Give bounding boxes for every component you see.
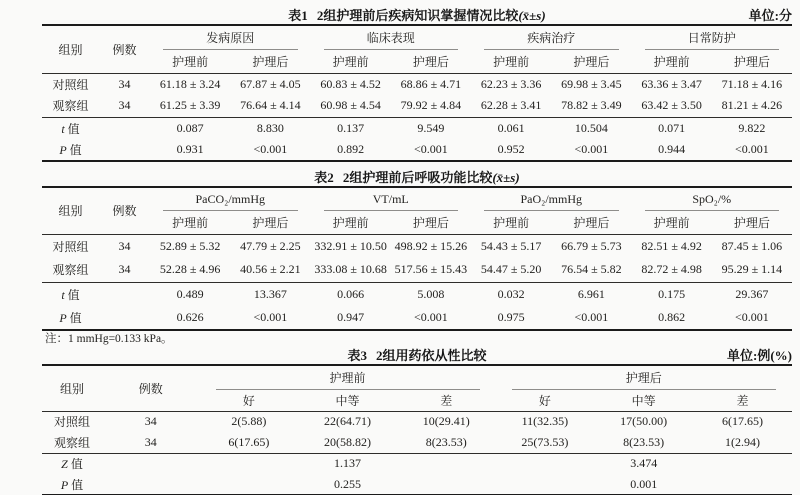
row-label: 对照组 xyxy=(52,77,89,92)
data-cell: 60.83 ± 4.52 xyxy=(320,76,381,91)
data-cell: 63.36 ± 3.47 xyxy=(641,76,702,91)
stat-label xyxy=(42,453,102,474)
data-cell: 87.45 ± 1.06 xyxy=(721,238,783,253)
row-label: 观察组 xyxy=(42,432,102,453)
data-cell: 52.28 ± 4.96 xyxy=(150,258,230,282)
stat-label-suffix: 值 xyxy=(67,121,80,136)
stat-symbol: P xyxy=(59,311,67,325)
stat-cell: 0.071 xyxy=(658,120,686,135)
stat-cell: 5.008 xyxy=(417,286,445,301)
stat-cell: 0.001 xyxy=(630,476,658,491)
sub-header-post: 护理后 xyxy=(712,50,792,73)
data-cell: 20(58.82) xyxy=(298,432,397,453)
stat-cell: 0.175 xyxy=(658,286,686,301)
data-cell: 8(23.53) xyxy=(594,432,693,453)
data-cell: 61.18 ± 3.24 xyxy=(159,76,221,91)
data-cell: 95.29 ± 1.14 xyxy=(712,258,792,282)
stat-label xyxy=(42,282,99,306)
group-header xyxy=(150,187,311,211)
sub-header-pre: 护理前 xyxy=(150,211,230,234)
stat-cell: 1.137 xyxy=(334,456,362,471)
table2 xyxy=(42,186,792,331)
row-label: 观察组 xyxy=(42,258,99,282)
stat-row xyxy=(42,306,792,330)
n-value: 34 xyxy=(99,258,150,282)
table1-title xyxy=(42,7,792,24)
table3-title-text: 2组用药依从性比较 xyxy=(376,348,487,363)
empty-cell xyxy=(99,117,150,139)
data-cell: 67.87 ± 4.05 xyxy=(240,76,301,91)
col-header-group: 组别 xyxy=(42,187,99,234)
data-cell: 17(50.00) xyxy=(620,414,668,429)
sub-header-pre: 护理前 xyxy=(471,50,551,73)
data-cell: 47.79 ± 2.25 xyxy=(240,238,301,253)
sub-header-post: 护理后 xyxy=(391,50,471,73)
table1-header-sub xyxy=(42,50,792,73)
group-header-label: PaO₂/mmHg xyxy=(484,189,619,211)
data-cell: 79.92 ± 4.84 xyxy=(391,95,471,117)
data-cell: 66.79 ± 5.73 xyxy=(561,238,622,253)
n-value: 34 xyxy=(118,238,131,253)
stat-cell: <0.001 xyxy=(734,310,769,324)
group-header xyxy=(632,187,793,211)
table1-title-text: 2组护理前后疾病知识掌握情况比较 xyxy=(316,8,519,23)
n-value: 34 xyxy=(144,414,157,429)
n-value: 34 xyxy=(99,95,150,117)
table3-title xyxy=(42,347,792,364)
sub-header-pre: 护理前 xyxy=(311,211,391,234)
stat-cell: <0.001 xyxy=(413,142,448,156)
sub-header-good: 好 xyxy=(200,390,299,411)
stat-cell: 0.892 xyxy=(337,142,365,156)
stat-cell: <0.001 xyxy=(574,310,609,324)
stat-cell: 0.255 xyxy=(334,476,362,491)
sub-header-post: 护理后 xyxy=(551,211,631,234)
group-header-label: 发病原因 xyxy=(163,26,298,50)
sub-header-post: 护理后 xyxy=(391,211,471,234)
stat-cell: <0.001 xyxy=(734,142,769,156)
stat-cell: 0.944 xyxy=(658,142,686,156)
group-header xyxy=(471,25,632,50)
group-header xyxy=(200,365,496,390)
stat-formula: (x̄±s) xyxy=(492,170,520,185)
stat-cell: 9.822 xyxy=(738,120,766,135)
table2-note-text: 注：1 mmHg=0.133 kPa。 xyxy=(45,333,173,345)
sub-header-post: 护理后 xyxy=(230,50,310,73)
table-row xyxy=(42,432,792,453)
group-header-label: PaCO₂/mmHg xyxy=(163,189,298,211)
table2-label: 表2 xyxy=(314,170,334,185)
table2-header-sub xyxy=(42,211,792,234)
col-header-group: 组别 xyxy=(42,25,99,73)
sub-header-pre: 护理前 xyxy=(150,50,230,73)
stat-cell: 0.947 xyxy=(337,310,365,324)
empty-cell xyxy=(99,282,150,306)
sub-header-pre: 护理前 xyxy=(471,211,551,234)
table2-title xyxy=(42,169,792,186)
empty-cell xyxy=(102,453,200,474)
data-cell: 498.92 ± 15.26 xyxy=(394,238,468,253)
stat-cell: 0.137 xyxy=(337,120,365,135)
group-header-label: 临床表现 xyxy=(324,26,459,50)
stat-cell: 0.952 xyxy=(497,142,525,156)
table3-label: 表3 xyxy=(347,348,367,363)
group-header-label: VT/mL xyxy=(324,189,459,211)
data-cell: 333.08 ± 10.68 xyxy=(311,258,391,282)
data-cell: 517.56 ± 15.43 xyxy=(391,258,471,282)
stat-cell: 0.626 xyxy=(176,310,204,324)
table-row xyxy=(42,411,792,432)
sub-header-pre: 护理前 xyxy=(632,50,712,73)
table-row xyxy=(42,95,792,117)
data-cell: 82.51 ± 4.92 xyxy=(641,238,702,253)
stat-label-suffix: 值 xyxy=(69,143,82,157)
col-header-group: 组别 xyxy=(42,365,102,411)
table2-note xyxy=(42,333,792,346)
group-header-label: 日常防护 xyxy=(645,26,780,50)
sub-header-post: 护理后 xyxy=(712,211,792,234)
stat-label xyxy=(42,306,99,330)
data-cell: 40.56 ± 2.21 xyxy=(230,258,310,282)
stat-cell: <0.001 xyxy=(413,310,448,324)
stat-cell: 0.931 xyxy=(176,142,204,156)
table-row xyxy=(42,234,792,258)
stat-cell: 3.474 xyxy=(630,456,658,471)
data-cell: 8(23.53) xyxy=(397,432,496,453)
table2-title-text: 2组护理前后呼吸功能比较 xyxy=(342,170,493,185)
stat-symbol: P xyxy=(59,143,67,157)
stat-row xyxy=(42,117,792,139)
data-cell: 2(5.88) xyxy=(231,414,267,429)
data-cell: 54.43 ± 5.17 xyxy=(480,238,542,253)
data-cell: 332.91 ± 10.50 xyxy=(314,238,387,253)
row-label: 对照组 xyxy=(53,415,90,430)
stat-row xyxy=(42,282,792,306)
sub-header-post: 护理后 xyxy=(551,50,631,73)
empty-cell xyxy=(102,474,200,495)
n-value: 34 xyxy=(102,432,200,453)
group-header xyxy=(311,25,472,50)
group-header xyxy=(471,187,632,211)
stat-label-suffix: 值 xyxy=(69,311,82,325)
sub-header-medium: 中等 xyxy=(298,390,397,411)
group-header xyxy=(496,365,792,390)
table-row xyxy=(42,258,792,282)
stat-cell: 0.489 xyxy=(176,286,204,301)
group-header xyxy=(311,187,472,211)
stat-symbol: t xyxy=(61,287,65,302)
stat-label-suffix: 值 xyxy=(71,477,84,492)
stat-row xyxy=(42,453,792,474)
table2-header-groups xyxy=(42,187,792,211)
stat-cell: 0.032 xyxy=(497,286,525,301)
data-cell: 63.42 ± 3.50 xyxy=(632,95,712,117)
data-cell: 71.18 ± 4.16 xyxy=(721,76,783,91)
sub-header-pre: 护理前 xyxy=(311,50,391,73)
data-cell: 10(29.41) xyxy=(422,414,470,429)
stat-cell: 0.087 xyxy=(176,120,204,135)
stat-label xyxy=(42,117,99,139)
stat-cell: 8.830 xyxy=(256,120,284,135)
stat-label-suffix: 值 xyxy=(70,457,83,472)
data-cell: 81.21 ± 4.26 xyxy=(712,95,792,117)
n-value: 34 xyxy=(118,76,131,91)
stat-symbol: P xyxy=(60,477,69,492)
stat-symbol: Z xyxy=(61,457,68,472)
sub-header-post: 护理后 xyxy=(230,211,310,234)
empty-cell xyxy=(99,139,150,161)
stat-cell: 10.504 xyxy=(574,120,608,135)
stat-label-suffix: 值 xyxy=(67,287,80,302)
sub-header-poor: 差 xyxy=(397,390,496,411)
stat-formula: (x̄±s) xyxy=(518,8,546,23)
data-cell: 62.23 ± 3.36 xyxy=(480,76,542,91)
data-cell: 62.28 ± 3.41 xyxy=(471,95,551,117)
col-header-n: 例数 xyxy=(99,25,150,73)
table3 xyxy=(42,364,792,495)
stat-cell: <0.001 xyxy=(253,142,288,156)
sub-header-pre: 护理前 xyxy=(632,211,712,234)
group-header-label: SpO₂/% xyxy=(645,189,780,211)
stat-symbol: t xyxy=(61,121,65,136)
data-cell: 54.47 ± 5.20 xyxy=(471,258,551,282)
table3-header-groups xyxy=(42,365,792,390)
stat-cell: 0.066 xyxy=(337,286,365,301)
row-label: 对照组 xyxy=(52,239,89,254)
data-cell: 25(73.53) xyxy=(496,432,595,453)
stat-cell: 0.061 xyxy=(497,120,525,135)
data-cell: 6(17.65) xyxy=(200,432,299,453)
data-cell: 69.98 ± 3.45 xyxy=(561,76,622,91)
col-header-n: 例数 xyxy=(99,187,150,234)
data-cell: 78.82 ± 3.49 xyxy=(551,95,631,117)
group-header-label: 疾病治疗 xyxy=(484,26,619,50)
data-cell: 11(32.35) xyxy=(521,414,569,429)
group-header xyxy=(632,25,793,50)
sub-header-poor: 差 xyxy=(693,390,792,411)
stat-cell: <0.001 xyxy=(253,310,288,324)
table1-label: 表1 xyxy=(288,8,308,23)
stat-label xyxy=(42,139,99,161)
stat-row xyxy=(42,139,792,161)
data-cell: 60.98 ± 4.54 xyxy=(311,95,391,117)
stat-cell: 13.367 xyxy=(253,286,287,301)
group-header xyxy=(150,25,311,50)
data-cell: 1(2.94) xyxy=(693,432,792,453)
data-cell: 61.25 ± 3.39 xyxy=(150,95,230,117)
stat-cell: 6.961 xyxy=(577,286,605,301)
data-cell: 82.72 ± 4.98 xyxy=(632,258,712,282)
data-cell: 6(17.65) xyxy=(721,414,763,429)
data-cell: 76.64 ± 4.14 xyxy=(230,95,310,117)
stat-cell: <0.001 xyxy=(574,142,609,156)
sub-header-medium: 中等 xyxy=(594,390,693,411)
stat-row xyxy=(42,474,792,495)
table-row xyxy=(42,73,792,95)
sub-header-good: 好 xyxy=(496,390,595,411)
stat-cell: 0.975 xyxy=(497,310,525,324)
data-cell: 76.54 ± 5.82 xyxy=(551,258,631,282)
data-cell: 22(64.71) xyxy=(324,414,372,429)
data-cell: 52.89 ± 5.32 xyxy=(159,238,221,253)
group-header-label: 护理后 xyxy=(512,366,776,390)
table3-unit: 单位:例(%) xyxy=(727,348,792,363)
table1 xyxy=(42,24,792,162)
row-label: 观察组 xyxy=(42,95,99,117)
col-header-n: 例数 xyxy=(102,365,200,411)
table1-header-groups xyxy=(42,25,792,50)
stat-cell: 0.862 xyxy=(658,310,686,324)
stat-cell: 29.367 xyxy=(735,286,769,301)
empty-cell xyxy=(99,306,150,330)
stat-label xyxy=(42,474,102,495)
stat-cell: 9.549 xyxy=(417,120,445,135)
table1-unit: 单位:分 xyxy=(748,8,792,23)
group-header-label: 护理前 xyxy=(216,366,480,390)
data-cell: 68.86 ± 4.71 xyxy=(400,76,462,91)
